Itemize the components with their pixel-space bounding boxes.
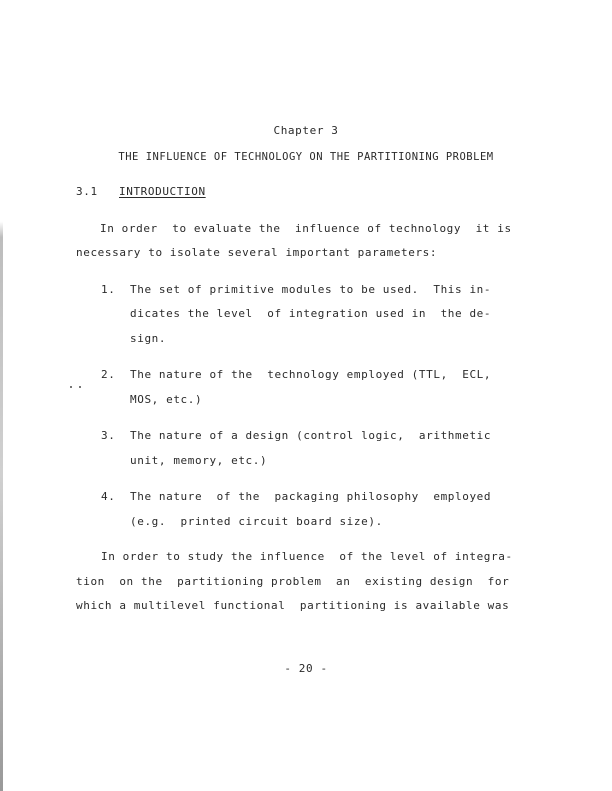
chapter-label: Chapter 3 bbox=[273, 124, 339, 137]
intro-line-2: necessary to isolate several important parameters: bbox=[76, 246, 438, 259]
section-title: INTRODUCTION bbox=[119, 185, 206, 198]
section-number: 3.1 bbox=[76, 185, 98, 198]
scan-speck bbox=[79, 386, 81, 388]
closing-line-3: which a multilevel functional partitioning is available was bbox=[76, 599, 510, 612]
item-1-line-2: dicates the level of integration used in the de- bbox=[130, 307, 492, 320]
item-4-line-2: (e.g. printed circuit board size). bbox=[130, 515, 383, 528]
item-4-number: 4. bbox=[101, 490, 116, 503]
item-3-line-2: unit, memory, etc.) bbox=[130, 454, 268, 467]
chapter-title: THE INFLUENCE OF TECHNOLOGY ON THE PARTITIONING PROBLEM bbox=[118, 151, 494, 163]
item-1-line-1: The set of primitive modules to be used. This in- bbox=[130, 283, 492, 296]
item-2-line-2: MOS, etc.) bbox=[130, 393, 203, 406]
intro-line-1: In order to evaluate the influence of technology it is bbox=[100, 222, 512, 235]
item-3-number: 3. bbox=[101, 429, 116, 442]
closing-line-1: In order to study the influence of the level of integra- bbox=[101, 550, 513, 563]
item-2-number: 2. bbox=[101, 368, 116, 381]
scan-speck bbox=[70, 386, 72, 388]
item-1-number: 1. bbox=[101, 283, 116, 296]
item-2-line-1: The nature of the technology employed (TTL, ECL, bbox=[130, 368, 492, 381]
item-1-line-3: sign. bbox=[130, 332, 167, 345]
item-4-line-1: The nature of the packaging philosophy employed bbox=[130, 490, 492, 503]
closing-line-2: tion on the partitioning problem an existing design for bbox=[76, 575, 510, 588]
page-number: - 20 - bbox=[284, 662, 328, 675]
item-3-line-1: The nature of a design (control logic, arithmetic bbox=[130, 429, 492, 442]
